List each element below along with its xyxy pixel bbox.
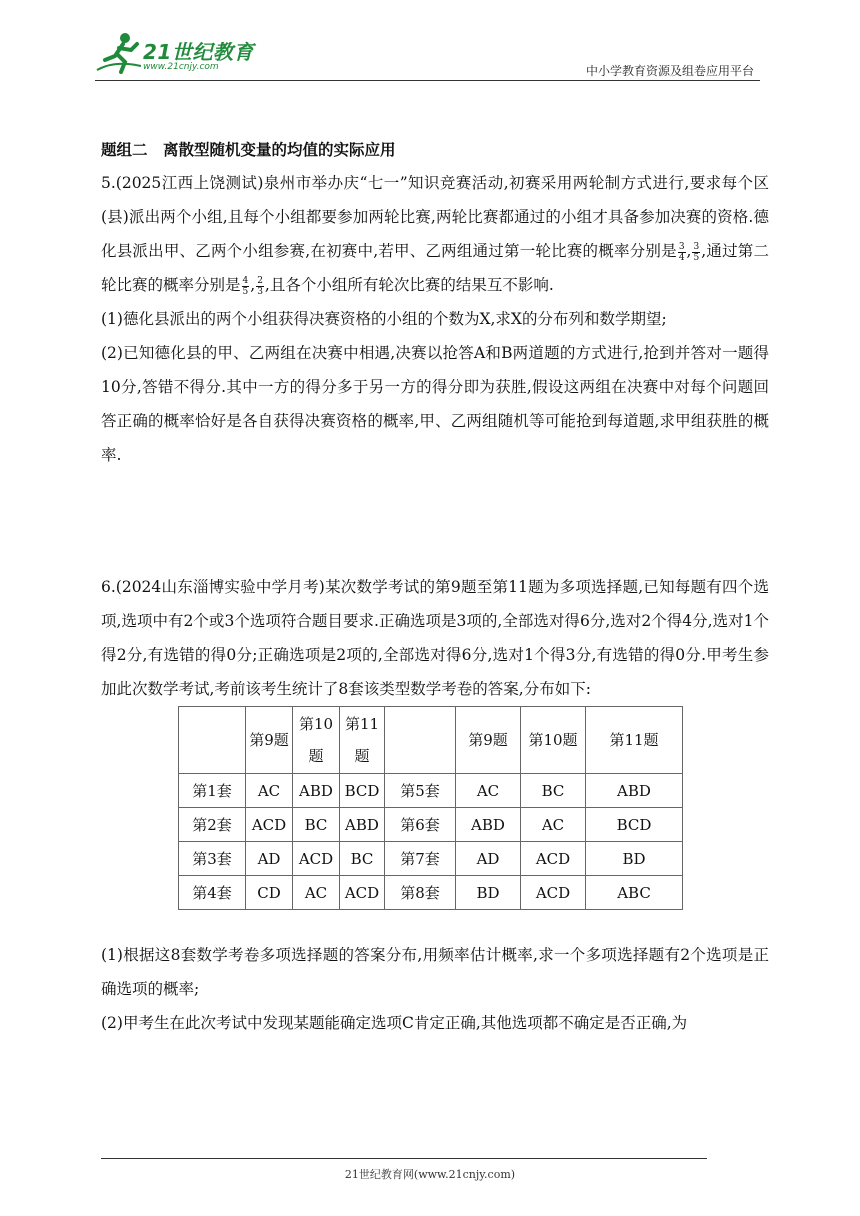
table-cell: AC [521,808,586,842]
table-header-cell [385,707,456,774]
q6-intro: 6.(2024山东淄博实验中学月考)某次数学考试的第9题至第11题为多项选择题,已知每题有四个选项,选项中有2个或3个选项符合题目要求.正确选项是3项的,全部选对得6分,选对2个得4分,选对1个得2分,有选错的得0分;正确选项是2项的,全部选对得6分,选对1个得3分,有选错的得0分.甲考生参加此次数学考试,考前该考生统计了8套该类型数学考卷的答案,分布如下: [101,578,769,698]
table-cell: BD [456,876,521,910]
q5-prob-b: ,通过第二轮比赛的概率分别是 [101,242,769,294]
table-header-cell: 第9题 [246,707,293,774]
table-header-cell [179,707,246,774]
answer-table [178,706,683,910]
q5-part2: (2)已知德化县的甲、乙两组在决赛中相遇,决赛以抢答A和B两道题的方式进行,抢到并答对一题得10分,答错不得分.其中一方的得分多于另一方的得分即为获胜,假设这两组在决赛中对每个问题回答正确的概率恰好是各自获得决赛资格的概率,甲、乙两组随机等可能抢到每道题,求甲组获胜的概率. [101,344,769,464]
table-cell: ACD [246,808,293,842]
footer-divider [101,1158,707,1159]
table-cell: AC [456,774,521,808]
table-cell: ABC [586,876,683,910]
table-cell: ACD [521,876,586,910]
table-cell: ACD [340,876,385,910]
fraction-3-4: $\frac{3}{4}$ [678,241,685,263]
fraction-3-5: $\frac{3}{5}$ [693,241,700,263]
table-row [179,842,683,876]
table-header-cell: 第11题 [586,707,683,774]
table-cell: 第7套 [385,842,456,876]
table-cell: 第5套 [385,774,456,808]
table-row [179,774,683,808]
table-cell: BCD [340,774,385,808]
table-cell: ABD [340,808,385,842]
runner-logo-icon [95,30,143,74]
table-cell: BC [293,808,340,842]
page-header [95,30,760,80]
logo-text: 21世纪教育 [143,40,254,64]
table-cell: AC [293,876,340,910]
table-cell: BCD [586,808,683,842]
table-header-cell: 第10题 [293,707,340,774]
q5-part1: (1)德化县派出的两个小组获得决赛资格的小组的个数为X,求X的分布列和数学期望; [101,310,667,328]
logo-url: www.21cnjy.com [143,62,219,72]
table-header-cell: 第9题 [456,707,521,774]
platform-name: 中小学教育资源及组卷应用平台 [585,64,754,78]
table-cell: AC [246,774,293,808]
q5-prob-a: 的概率分别是 [582,242,677,260]
table-cell: ACD [521,842,586,876]
q5-line1: 5.(2025江西上饶测试)泉州市举办庆“七一”知识竞赛活动,初赛采用两轮制方式进行,要求每个区(县)派出两个小组,且每个小组都要参加两轮比赛,两轮比赛都通过的小组才具备参加决赛的资格.德化县派出甲、乙两个小组参赛,在初赛中,若甲、乙两组通过第一轮比赛 [101,174,769,260]
fraction-4-5: $\frac{4}{5}$ [242,275,249,297]
table-cell: ABD [586,774,683,808]
table-cell: 第6套 [385,808,456,842]
table-row [179,808,683,842]
table-cell: 第2套 [179,808,246,842]
table-cell: 第8套 [385,876,456,910]
table-header-cell: 第10题 [521,707,586,774]
header-divider [95,80,760,81]
q5-prob-c: ,且各个小组所有轮次比赛的结果互不影响. [264,276,554,294]
table-header-cell: 第11题 [340,707,385,774]
q5-stem [101,166,769,302]
q6-part1: (1)根据这8套数学考卷多项选择题的答案分布,用频率估计概率,求一个多项选择题有2个选项是正确选项的概率; [101,946,769,998]
table-cell: 第4套 [179,876,246,910]
page-content [101,138,769,1040]
table-header-row [179,707,683,774]
logo [95,30,265,76]
fraction-2-3: $\frac{2}{3}$ [257,275,263,297]
table-cell: AD [246,842,293,876]
comma: , [686,242,692,260]
table-cell: ABD [293,774,340,808]
table-cell: AD [456,842,521,876]
table-row [179,876,683,910]
page-footer: 21世纪教育网(www.21cnjy.com) [344,1168,516,1181]
table-cell: CD [246,876,293,910]
section-title: 题组二 离散型随机变量的均值的实际应用 [101,141,396,159]
comma: , [250,276,256,294]
table-cell: ACD [293,842,340,876]
table-cell: ABD [456,808,521,842]
table-cell: BC [521,774,586,808]
table-cell: BC [340,842,385,876]
table-cell: BD [586,842,683,876]
table-cell: 第1套 [179,774,246,808]
q6-part2: (2)甲考生在此次考试中发现某题能确定选项C肯定正确,其他选项都不确定是否正确,为 [101,1014,688,1032]
table-cell: 第3套 [179,842,246,876]
